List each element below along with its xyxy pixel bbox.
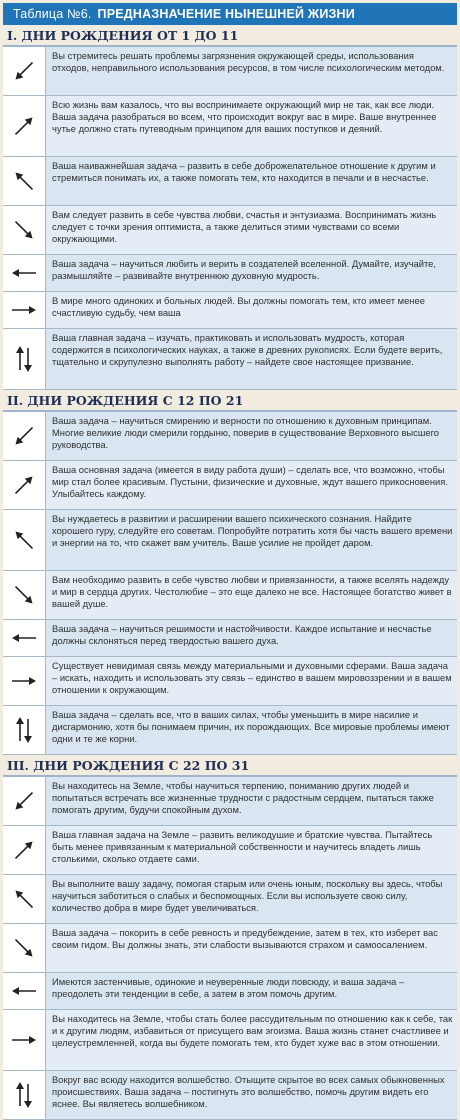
row-text: Ваша задача – покорить в себе ревность и предубеждение, затем в тех, кто изберет вас своим гидом. Вы должны знать, эти слабости вызываются страхом и самоосалением. <box>46 924 457 972</box>
arrow-cell <box>3 157 46 205</box>
arrow-cell <box>3 924 46 972</box>
section-rows <box>3 412 457 755</box>
row-text: Ваша главная задача – изучать, практиковать и использовать мудрость, которая содержится в психологических науках, а также в древних рукописях. Если будете верить, тщательно и скрупулезно выполнять работу – найдете свое настоящее призвание. <box>46 329 457 389</box>
arrow-down-right-icon <box>9 933 39 963</box>
table-row <box>3 875 457 924</box>
arrow-up-right-icon <box>9 111 39 141</box>
arrow-down-right-icon <box>9 215 39 245</box>
arrow-cell <box>3 206 46 254</box>
table-row <box>3 620 457 657</box>
row-text: В мире много одиноких и больных людей. Вы должны помогать тем, кто имеет менее счастливую судьбу, чем ваша <box>46 292 457 328</box>
table-row <box>3 206 457 255</box>
table-row <box>3 292 457 329</box>
section-1 <box>3 25 457 390</box>
arrow-right-icon <box>9 1025 39 1055</box>
arrow-cell <box>3 329 46 389</box>
row-text: Всю жизнь вам казалось, что вы воспринимаете окружающий мир не так, как все люди. Ваша задача разобраться во всем, что происходит вокруг вас в мире. Ваше внутреннее чутье должно стать путеводным принципом для ваших поступков и деяний. <box>46 96 457 156</box>
table-title: ПРЕДНАЗНАЧЕНИЕ НЫНЕШНЕЙ ЖИЗНИ <box>97 7 355 21</box>
arrow-down-right-icon <box>9 580 39 610</box>
table-row <box>3 461 457 510</box>
section-rows <box>3 47 457 390</box>
row-text: Ваша основная задача (имеется в виду работа души) – сделать все, что возможно, чтобы мир стал более красивым. Пустыни, физические и духовные, ждут вашего прикосновения. Улыбайтесь каждому. <box>46 461 457 509</box>
arrow-cell <box>3 96 46 156</box>
row-text: Имеются застенчивые, одинокие и неуверенные люди повсюду, и ваша задача – преодолеть эти тенденции в себе, а затем в этом помочь другим. <box>46 973 457 1009</box>
arrow-down-left-icon <box>9 421 39 451</box>
section-2 <box>3 390 457 755</box>
row-text: Вы выполните вашу задачу, помогая старым или очень юным, поскольку вы здесь, чтобы научиться заботиться о слабых и беспомощных. Если вы используете свою силу, количество добра в мире будет увеличиваться. <box>46 875 457 923</box>
row-text: Ваша задача – научиться решимости и настойчивости. Каждое испытание и несчастье должны склоняться перед твердостью вашего духа. <box>46 620 457 656</box>
table-number-label: Таблица №6. <box>13 7 92 21</box>
arrow-up-right-icon <box>9 835 39 865</box>
row-text: Вы нуждаетесь в развитии и расширении вашего психического сознания. Найдите хорошего гуру, следуйте его советам. Попробуйте потратить хотя бы часть вашего времени и энергии на то, что скажет вам учитель. Ваше усилие не пройдет даром. <box>46 510 457 570</box>
arrow-cell <box>3 1010 46 1070</box>
arrow-cell <box>3 875 46 923</box>
row-text: Ваша задача – научиться любить и верить в создателей вселенной. Думайте, изучайте, размышляйте – развивайте внутреннюю духовную мудрость. <box>46 255 457 291</box>
arrow-up-down-icon <box>9 344 39 374</box>
table-row <box>3 510 457 571</box>
arrow-cell <box>3 255 46 291</box>
table-row <box>3 777 457 826</box>
section-rows <box>3 777 457 1120</box>
table-row <box>3 255 457 292</box>
row-text: Вы находитесь на Земле, чтобы научиться терпению, пониманию других людей и попытаться встречать все жизненные трудности с радостным сердцем, пытаться также помогать другим, будучи спокойным духом. <box>46 777 457 825</box>
arrow-cell <box>3 826 46 874</box>
table-row <box>3 96 457 157</box>
arrow-cell <box>3 1071 46 1119</box>
arrow-right-icon <box>9 666 39 696</box>
arrow-cell <box>3 973 46 1009</box>
table-row <box>3 571 457 620</box>
arrow-left-icon <box>9 258 39 288</box>
arrow-up-left-icon <box>9 525 39 555</box>
arrow-up-down-icon <box>9 1080 39 1110</box>
arrow-left-icon <box>9 623 39 653</box>
arrow-down-left-icon <box>9 56 39 86</box>
table-title-bar <box>3 3 457 25</box>
section-header: III. ДНИ РОЖДЕНИЯ С 22 ПО 31 <box>3 755 457 777</box>
arrow-cell <box>3 510 46 570</box>
table-row <box>3 657 457 706</box>
row-text: Вокруг вас всюду находится волшебство. Отыщите скрытое во всех самых обыкновенных происшествиях. Ваша задача – постигнуть это волшебство, помочь другим видеть его яснее. Вы являетесь волшебником. <box>46 1071 457 1119</box>
row-text: Вам необходимо развить в себе чувство любви и привязанности, а также вселять надежду и мир в сердца других. Честолюбие – это еще далеко не все. Настоящее богатство живет в вашей душе. <box>46 571 457 619</box>
row-text: Ваша задача – сделать все, что в ваших силах, чтобы уменьшить в мире насилие и дисгармонию, хотя бы понимаем причин, их порождающих. Все мировые проблемы имеют одни и те же корни. <box>46 706 457 754</box>
table-row <box>3 706 457 755</box>
row-text: Вам следует развить в себе чувства любви, счастья и энтузиазма. Воспринимать жизнь следует с точки зрения оптимиста, а также делиться этими чувствами со всеми окружающими. <box>46 206 457 254</box>
table-row <box>3 1010 457 1071</box>
arrow-cell <box>3 571 46 619</box>
row-text: Ваша главная задача на Земле – развить великодушие и братские чувства. Пытайтесь быть менее привязанным к материальной собственности и научитесь владеть лишь столькими, сколько отдаете сами. <box>46 826 457 874</box>
table-row <box>3 973 457 1010</box>
table-row <box>3 924 457 973</box>
arrow-down-left-icon <box>9 786 39 816</box>
table-row <box>3 826 457 875</box>
arrow-left-icon <box>9 976 39 1006</box>
row-text: Вы находитесь на Земле, чтобы стать более рассудительным по отношению как к себе, так и к другим людям, избавиться от присущего вам эгоизма. Ваша жизнь станет счастливее и целеустремленней, когда вы будете помогать тем, кто будет хуже вас в этом отношении. <box>46 1010 457 1070</box>
arrow-up-down-icon <box>9 715 39 745</box>
row-text: Ваша задача – научиться смирению и верности по отношению к духовным принципам. Многие великие люди смерили гордыню, поверив в существование Верховного высшего руководства. <box>46 412 457 460</box>
arrow-cell <box>3 412 46 460</box>
arrow-cell <box>3 657 46 705</box>
arrow-cell <box>3 620 46 656</box>
section-3 <box>3 755 457 1120</box>
table-row <box>3 47 457 96</box>
row-text: Вы стремитесь решать проблемы загрязнения окружающей среды, использования отходов, неправильного использования ресурсов, в том числе психологическим методом. <box>46 47 457 95</box>
arrow-cell <box>3 777 46 825</box>
arrow-cell <box>3 706 46 754</box>
arrow-cell <box>3 292 46 328</box>
row-text: Существует невидимая связь между материальными и духовными сферами. Ваша задача – искать, находить и использовать эту связь – единство в вашем мировоззрении и в вашем отношении к окружающим. <box>46 657 457 705</box>
table-row <box>3 329 457 390</box>
arrow-cell <box>3 47 46 95</box>
arrow-up-left-icon <box>9 884 39 914</box>
arrow-right-icon <box>9 295 39 325</box>
section-header: II. ДНИ РОЖДЕНИЯ С 12 ПО 21 <box>3 390 457 412</box>
arrow-cell <box>3 461 46 509</box>
section-header: I. ДНИ РОЖДЕНИЯ ОТ 1 ДО 11 <box>3 25 457 47</box>
table-row <box>3 157 457 206</box>
arrow-up-right-icon <box>9 470 39 500</box>
row-text: Ваша наиважнейшая задача – развить в себе доброжелательное отношение к другим и стремиться понимать их, а также помогать тем, кто находится в печали и в несчастье. <box>46 157 457 205</box>
table-row <box>3 412 457 461</box>
arrow-up-left-icon <box>9 166 39 196</box>
table-row <box>3 1071 457 1120</box>
